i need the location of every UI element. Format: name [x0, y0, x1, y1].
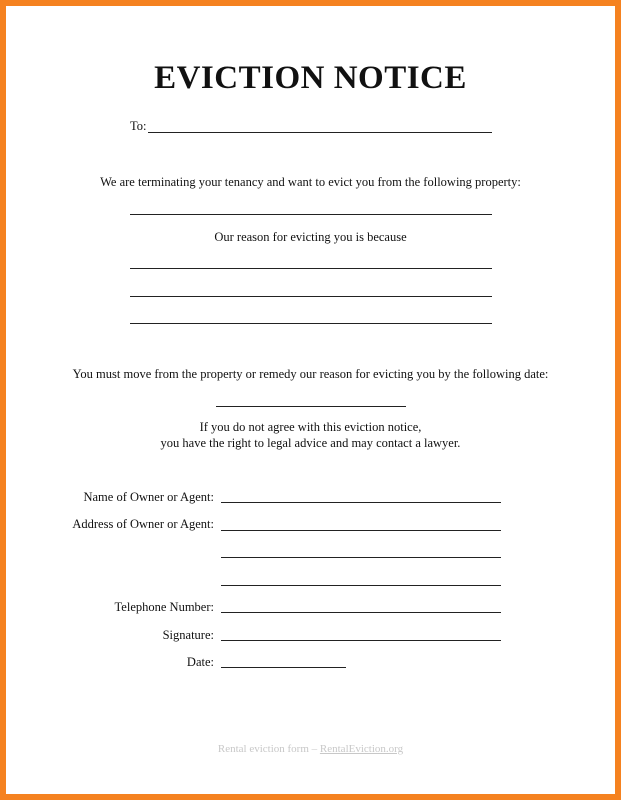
property-field-line[interactable]	[130, 214, 492, 215]
footer	[0, 743, 621, 755]
signature-label: Signature:	[162, 628, 214, 642]
date-label: Date:	[186, 655, 214, 669]
owner-address-field-line-2[interactable]	[221, 557, 501, 558]
to-label: To:	[130, 119, 147, 133]
terminating-statement: We are terminating your tenancy and want to evict you from the following property:	[100, 175, 521, 189]
document-title: EVICTION NOTICE	[154, 60, 467, 96]
owner-address-field-line-1[interactable]	[221, 530, 501, 531]
footer-link[interactable]: RentalEviction.org	[319, 743, 404, 755]
telephone-field-line[interactable]	[221, 612, 501, 613]
signature-field-line[interactable]	[221, 640, 501, 641]
reason-statement: Our reason for evicting you is because	[214, 230, 407, 244]
move-date-field-line[interactable]	[216, 406, 406, 407]
telephone-label: Telephone Number:	[114, 600, 214, 614]
reason-field-line-1[interactable]	[130, 268, 492, 269]
date-field-line[interactable]	[221, 667, 346, 668]
legal-advice-line-2: you have the right to legal advice and may contact a lawyer.	[160, 436, 461, 450]
owner-name-label: Name of Owner or Agent:	[83, 490, 214, 504]
footer-text: Rental eviction form –	[217, 743, 320, 755]
owner-address-field-line-3[interactable]	[221, 585, 501, 586]
owner-name-field-line[interactable]	[221, 502, 501, 503]
reason-field-line-3[interactable]	[130, 323, 492, 324]
to-field-line[interactable]	[148, 132, 492, 133]
legal-advice-line-1: If you do not agree with this eviction notice,	[199, 420, 422, 434]
move-statement: You must move from the property or remedy our reason for evicting you by the following date:	[72, 367, 549, 381]
owner-address-label: Address of Owner or Agent:	[72, 517, 214, 531]
reason-field-line-2[interactable]	[130, 296, 492, 297]
